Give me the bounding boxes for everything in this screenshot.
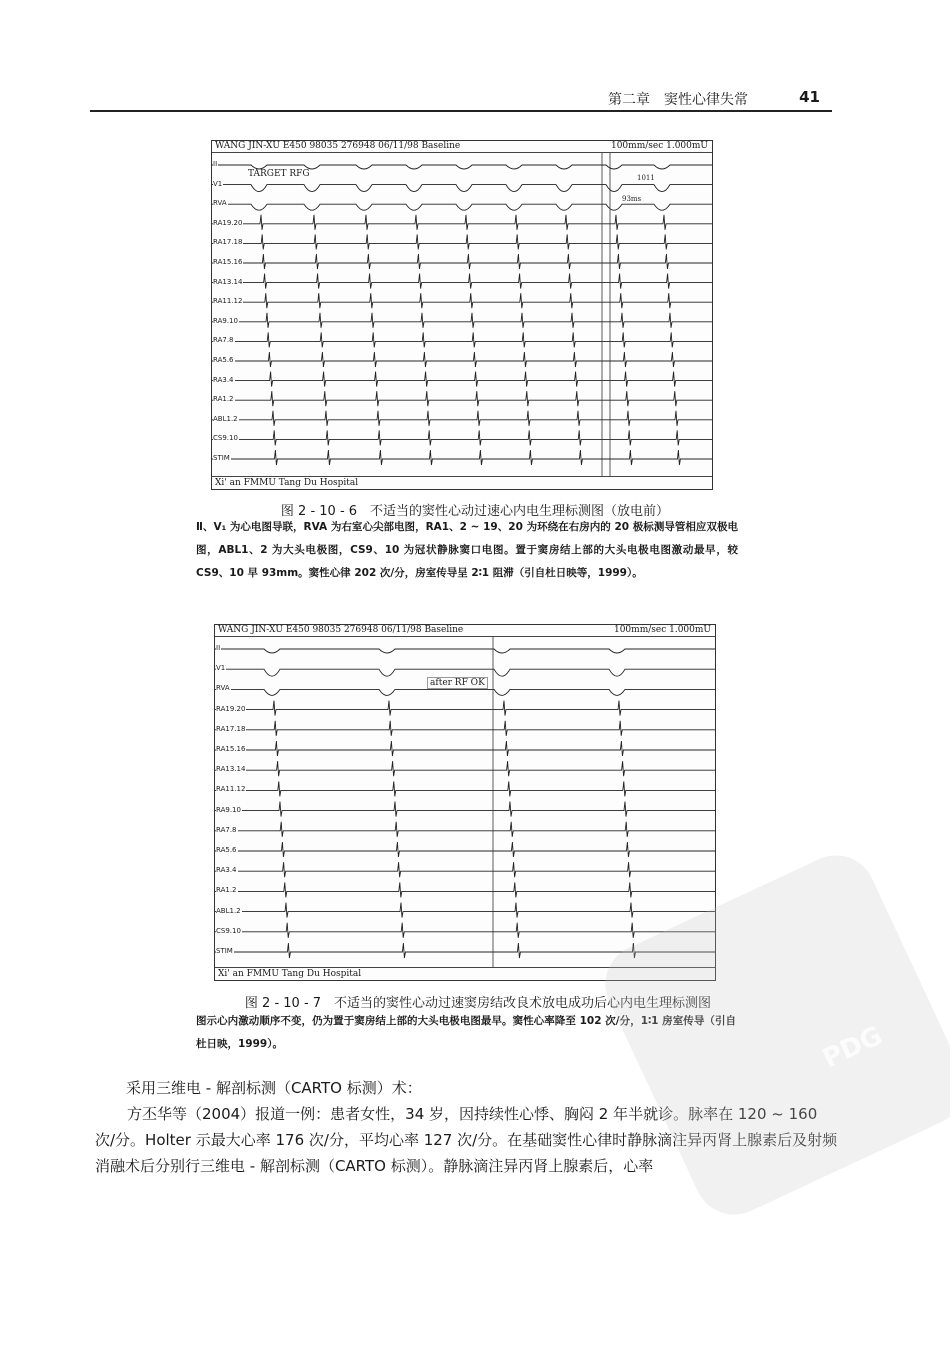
lead-trace [212, 215, 712, 230]
lead-label: RA3.4 [213, 375, 234, 384]
hospital-name: Xi' an FMMU Tang Du Hospital [218, 969, 362, 979]
ecg-figure-before-ablation [211, 140, 713, 490]
lead-trace [212, 274, 712, 289]
lead-trace [212, 313, 712, 328]
lead-trace [212, 185, 712, 192]
lead-trace [215, 721, 715, 736]
lead-trace [215, 669, 715, 676]
lead-label: RA15.16 [213, 258, 243, 266]
lead-label: RA19.20 [213, 218, 243, 227]
lead-label: RA5.6 [213, 356, 234, 364]
body-paragraph: 方丕华等（2004）报道一例：患者女性，34 岁，因持续性心悸、胸闷 2 年半就诊。脉率在 120 ~ 160 次/分。Holter 示最大心率 176 次/分，平均心率 127 次/分。在基础窦性心律时静脉滴注异丙肾上腺素后及射频消融术后分别行三维电 - 解剖标测（CARTO 标测）。静脉滴注异丙肾上腺素后，心率 [95, 1105, 838, 1175]
lead-label: RA9.10 [216, 805, 241, 814]
lead-label: V1 [213, 179, 223, 188]
lead-label: RA3.4 [216, 866, 237, 875]
section-heading: 采用三维电 - 解剖标测（CARTO 标测）术： [126, 1079, 422, 1097]
recording-speed: 100mm/sec 1.000mU [613, 625, 711, 635]
patient-info: WANG JIN-XU E450 98035 276948 06/11/98 Baseline [215, 141, 461, 151]
lead-label: ABL1.2 [216, 906, 241, 915]
lead-label: RA19.20 [216, 704, 246, 713]
lead-label: CS9.10 [213, 434, 238, 443]
lead-trace [215, 761, 715, 776]
lead-trace [215, 842, 715, 857]
ecg-header-bar [212, 141, 712, 153]
lead-trace [212, 372, 712, 387]
lead-label: STIM [216, 947, 233, 955]
lead-label: RA1.2 [216, 886, 237, 895]
lead-trace [215, 781, 715, 796]
lead-label: V1 [216, 664, 226, 673]
running-header [90, 88, 832, 112]
lead-label: RA7.8 [213, 336, 234, 345]
lead-trace [212, 411, 712, 426]
figure-2-caption: 图 2 - 10 - 7 不适当的窦性心动过速窦房结改良术放电成功后心内电生理标测图 [244, 996, 712, 1011]
lead-trace [215, 822, 715, 837]
lead-trace [215, 741, 715, 756]
ecg-header-bar [215, 625, 715, 637]
lead-trace [212, 391, 712, 406]
ecg-footer-bar [212, 476, 712, 489]
marker-annotation: 1011 [637, 174, 655, 182]
lead-label: RA5.6 [216, 846, 237, 854]
hospital-name: Xi' an FMMU Tang Du Hospital [215, 478, 359, 488]
lead-trace [212, 450, 712, 465]
lead-label: RA17.18 [216, 724, 246, 733]
watermark-text: PDG [818, 1020, 888, 1075]
lead-trace [212, 352, 712, 367]
interval-annotation: 93ms [622, 195, 642, 203]
lead-trace [215, 701, 715, 716]
lead-trace [215, 903, 715, 918]
chapter-title: 第二章 窦性心律失常 [608, 92, 748, 108]
lead-label: II [213, 160, 218, 168]
lead-trace [212, 234, 712, 249]
page-number: 41 [799, 88, 820, 106]
lead-trace [215, 862, 715, 877]
lead-label: RA11.12 [216, 785, 246, 794]
figure-1-caption: 图 2 - 10 - 6 不适当的窦性心动过速心内电生理标测图（放电前） [280, 504, 670, 519]
lead-label: ABL1.2 [213, 414, 238, 423]
lead-trace [212, 254, 712, 269]
lead-trace [212, 332, 712, 347]
lead-trace [215, 689, 715, 695]
lead-label: RA9.10 [213, 316, 238, 325]
target-annotation: TARGET RFG [248, 169, 310, 179]
lead-label: RA13.14 [216, 765, 246, 774]
lead-label: RVA [216, 684, 230, 693]
lead-trace [215, 882, 715, 897]
lead-label: II [216, 644, 221, 652]
lead-label: RA7.8 [216, 825, 237, 834]
lead-trace [212, 204, 712, 210]
ecg-figure-after-ablation [214, 624, 716, 981]
lead-label: RA17.18 [213, 238, 243, 247]
recording-speed: 100mm/sec 1.000mU [610, 141, 708, 151]
lead-label: RA1.2 [213, 395, 234, 404]
figure-2-note: 图示心内激动顺序不变，仍为置于窦房结上部的大头电极电图最早。窦性心率降至 102 次/分，1∶1 房室传导（引自杜日映，1999）。 [196, 1015, 736, 1050]
lead-label: RA11.12 [213, 297, 243, 306]
lead-trace [215, 802, 715, 817]
figure-1-note: Ⅱ、V₁ 为心电图导联，RVA 为右室心尖部电图，RA1、2 ~ 19、20 为环绕在右房内的 20 极标测导管相应双极电图，ABL1、2 为大头电极图，CS9、10 为冠状静脉窦口电图。置于窦房结上部的大头电极电图激动最早，较 CS9、10 早 93mm。窦性心律 202 次/分，房室传导呈 2∶1 阻滞（引自杜日映等，1999）。 [196, 521, 738, 579]
patient-info: WANG JIN-XU E450 98035 276948 06/11/98 Baseline [218, 625, 464, 635]
after-rf-annotation: after RF OK [427, 677, 488, 689]
lead-trace [212, 293, 712, 308]
lead-trace [215, 923, 715, 938]
lead-label: RA13.14 [213, 277, 243, 286]
lead-label: STIM [213, 454, 230, 462]
lead-trace [212, 430, 712, 445]
lead-label: RVA [213, 199, 227, 208]
lead-label: CS9.10 [216, 926, 241, 935]
lead-label: RA15.16 [216, 745, 246, 753]
lead-trace [215, 649, 715, 653]
